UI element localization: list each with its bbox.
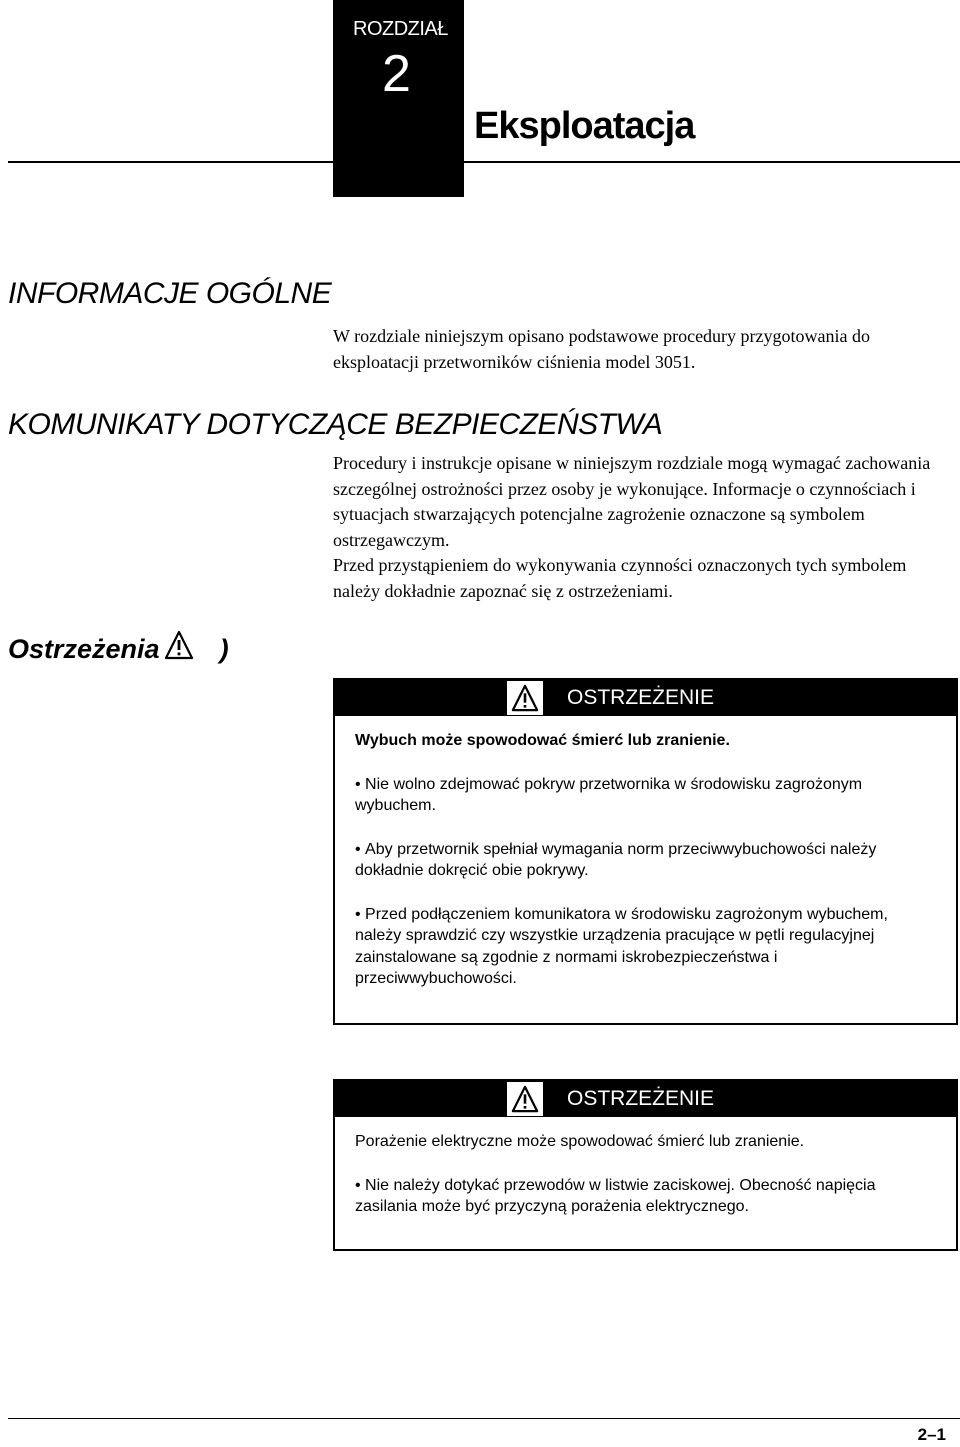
safety-heading: KOMUNIKATY DOTYCZĄCE BEZPIECZEŃSTWA: [8, 408, 663, 441]
warning-lead: Porażenie elektryczne może spowodować śmierć lub zranienie.: [355, 1133, 805, 1150]
page-number: 2–1: [917, 1425, 946, 1444]
warning-item: • Przed podłączeniem komunikatora w środowisku zagrożonym wybuchem, należy sprawdzić czy wszystkie urządzenia pracujące w pętli regulacyjnej zainstalowane są zgodnie z normami iskrobezpieczeństwa i przeciwwybuchowości.: [355, 904, 936, 990]
warning-triangle-icon: [164, 630, 194, 667]
warning-item: • Nie wolno zdejmować pokryw przetwornika w środowisku zagrożonym wybuchem.: [355, 774, 936, 817]
safety-paragraph: Procedury i instrukcje opisane w niniejszym rozdziale mogą wymagać zachowania szczególnej ostrożności przez osoby je wykonujące. Informacje o czynnościach i sytuacjach stwarzających potencjalne zagrożenie oznaczone są symbolem ostrzegawczym.: [333, 453, 931, 550]
chapter-number: 2: [382, 45, 411, 103]
warning-list: [355, 774, 936, 990]
general-heading: INFORMACJE OGÓLNE: [8, 277, 332, 310]
warning-header: [335, 680, 956, 716]
warning-lead: Wybuch może spowodować śmierć lub zranienie.: [355, 732, 730, 749]
warning-label: OSTRZEŻENIE: [567, 686, 715, 709]
warning-box-electric: [333, 1079, 958, 1251]
warnings-heading: [8, 630, 229, 667]
warning-label: OSTRZEŻENIE: [567, 1087, 715, 1110]
safety-paragraph: Przed przystąpieniem do wykonywania czynności oznaczonych tych symbolem należy dokładnie zapoznać się z ostrzeżeniami.: [333, 555, 907, 601]
warnings-heading-paren: ): [219, 633, 229, 664]
warning-body: [335, 716, 956, 990]
warning-body: [335, 1117, 956, 1218]
footer-rule: [8, 1418, 960, 1419]
warning-item: • Aby przetwornik spełniał wymagania norm przeciwwybuchowości należy dokładnie dokręcić obie pokrywy.: [355, 839, 936, 882]
warning-triangle-icon: [507, 1082, 543, 1116]
chapter-label: ROZDZIAŁ: [353, 18, 448, 40]
safety-text: [333, 451, 953, 604]
warning-item: • Nie należy dotykać przewodów w listwie zaciskowej. Obecność napięcia zasilania może być przyczyną porażenia elektrycznego.: [355, 1175, 936, 1218]
warning-box-explosion: [333, 678, 958, 1025]
general-text: [333, 324, 953, 375]
warning-triangle-icon: [507, 681, 543, 715]
warnings-heading-text: Ostrzeżenia: [8, 633, 160, 664]
warning-header: [335, 1081, 956, 1117]
chapter-rule: [8, 161, 960, 163]
warning-list: [355, 1175, 936, 1218]
chapter-title: Eksploatacja: [474, 105, 695, 147]
general-paragraph: W rozdziale niniejszym opisano podstawowe procedury przygotowania do eksploatacji przetworników ciśnienia model 3051.: [333, 326, 871, 372]
